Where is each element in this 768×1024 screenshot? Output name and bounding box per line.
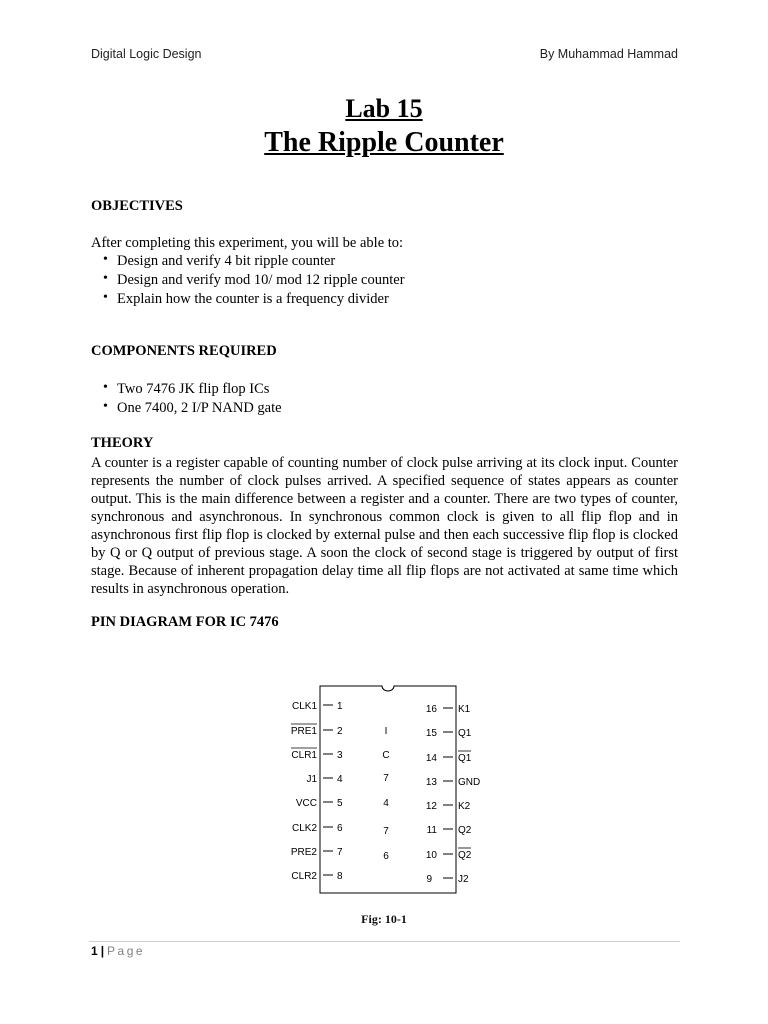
page-footer <box>91 944 145 958</box>
lab-number-title: Lab 15 <box>345 94 423 123</box>
page-number: 1 <box>91 944 98 958</box>
ic-center-char: 6 <box>383 851 389 862</box>
pin-label-k1: K1 <box>458 704 471 715</box>
objective-item: • Explain how the counter is a frequency divider <box>117 291 389 308</box>
pin-label-vcc: VCC <box>295 798 317 809</box>
ic-center-char: 7 <box>383 773 389 784</box>
pin-label-pre2: PRE2 <box>290 847 317 858</box>
pin-label-k2: K2 <box>458 801 471 812</box>
pin-label-clk1: CLK1 <box>291 701 317 712</box>
ic-center-char: 7 <box>383 826 389 837</box>
pin-label-gnd: GND <box>458 777 481 788</box>
pin-number: 12 <box>425 801 437 812</box>
theory-paragraph: A counter is a register capable of counting number of clock pulse arriving at its clock input. Counter represents the number of clock pulses arrived. A specified sequence of states appears as counter output. This is the main difference between a register and a counter. There are two types of counter, synchronous and asynchronous. In synchronous common clock is given to all flip flop and in asynchronous first flip flop is clocked by external pulse and then each successive flip flop is clocked by Q or Q output of previous stage. A soon the clock of second stage is triggered by output of first stage. Because of inherent propagation delay time all flip flops are not activated at same time which results in asynchronous operation. <box>91 455 678 597</box>
footer-separator: | <box>100 944 105 958</box>
ic-center-char: 4 <box>383 798 389 809</box>
header-right: By Muhammad Hammad <box>539 47 678 61</box>
ic-center-char: I <box>384 726 388 737</box>
pin-number: 8 <box>337 871 343 882</box>
left-pin-stubs <box>323 705 333 875</box>
component-item: • Two 7476 JK flip flop ICs <box>117 381 269 398</box>
pin-label-pre1: PRE1 <box>290 726 317 737</box>
page-label: Page <box>107 944 146 958</box>
objective-item: • Design and verify mod 10/ mod 12 ripple counter <box>117 272 405 289</box>
pin-label-clr2: CLR2 <box>291 871 317 882</box>
pin-number: 2 <box>337 726 343 737</box>
pin-number: 10 <box>425 850 437 861</box>
pin-number: 13 <box>425 777 437 788</box>
pin-number: 16 <box>425 704 437 715</box>
pin-number: 7 <box>337 847 343 858</box>
footer-divider <box>89 941 680 942</box>
pin-number: 5 <box>337 798 343 809</box>
pin-label-q2-bar: Q2 <box>458 850 472 861</box>
pin-label-clr1: CLR1 <box>291 750 317 761</box>
pin-label-j1: J1 <box>306 774 317 785</box>
pin-number: 9 <box>426 874 432 885</box>
components-heading: COMPONENTS REQUIRED <box>91 343 277 359</box>
theory-heading: THEORY <box>91 435 154 451</box>
pin-number: 3 <box>337 750 343 761</box>
pin-label-q1: Q1 <box>458 728 472 739</box>
objectives-intro: After completing this experiment, you will be able to: <box>91 235 404 251</box>
objectives-heading: OBJECTIVES <box>91 198 183 214</box>
pin-number: 4 <box>337 774 343 785</box>
pin-label-q2: Q2 <box>458 825 472 836</box>
right-pin-stubs <box>443 708 453 878</box>
component-item: • One 7400, 2 I/P NAND gate <box>117 400 282 417</box>
pin-number: 1 <box>337 701 343 712</box>
objective-item: • Design and verify 4 bit ripple counter <box>117 253 335 270</box>
pin-diagram-heading: PIN DIAGRAM FOR IC 7476 <box>91 614 279 630</box>
pin-number: 14 <box>425 753 437 764</box>
ic-center-char: C <box>382 750 390 761</box>
pin-label-q1-bar: Q1 <box>458 753 472 764</box>
pin-number: 15 <box>425 728 437 739</box>
figure-caption: Fig: 10-1 <box>361 912 407 926</box>
pin-label-j2: J2 <box>458 874 469 885</box>
lab-name-title: The Ripple Counter <box>264 127 504 158</box>
header-left: Digital Logic Design <box>91 47 202 61</box>
pin-number: 11 <box>426 825 437 836</box>
pin-number: 6 <box>337 823 343 834</box>
pin-label-clk2: CLK2 <box>291 823 317 834</box>
